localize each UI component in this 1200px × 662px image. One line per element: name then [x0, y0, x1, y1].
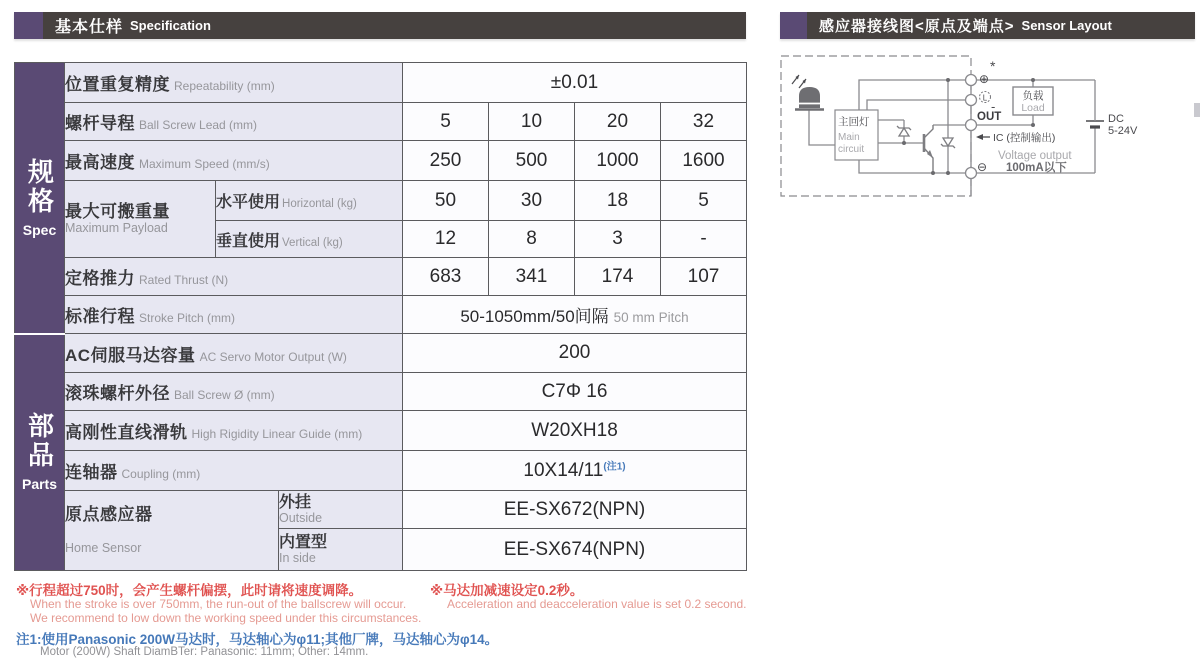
thrust-value-1: 341 — [489, 258, 575, 296]
section-spec-cn: 规格 — [24, 157, 55, 216]
thrust-label: 定格推力 Rated Thrust (N) — [65, 258, 403, 296]
note1-en2: We recommend to low down the working speed under this circumstances. — [30, 611, 422, 625]
main-circuit-cn: 主回灯 — [838, 116, 870, 128]
note1-en1: When the stroke is over 750mm, the run-out of the ballscrew will occur. — [30, 597, 407, 611]
home-sensor-inside-value: EE-SX674(NPN) — [403, 529, 747, 571]
payload-v-value-2: 3 — [575, 221, 661, 258]
sensor-header-title-cn: 感应器接线图<原点及端点> — [819, 18, 1015, 35]
note3-cn: 注1:使用Panasonic 200W马达时，马达轴心为φ11;其他厂牌，马达轴心为φ14。 — [16, 632, 499, 647]
battery-icon — [1086, 120, 1104, 127]
section-parts-en: Parts — [21, 476, 58, 493]
guide-label: 高刚性直线滑轨 High Rigidity Linear Guide (mm) — [65, 411, 403, 451]
zener-diode-icons — [897, 126, 955, 148]
sensor-section-header — [780, 12, 1195, 39]
voltage-output-label: Voltage output — [998, 150, 1072, 162]
coupling-label: 连轴器 Coupling (mm) — [65, 451, 403, 491]
payload-vertical-label: 垂直使用 Vertical (kg) — [216, 221, 403, 258]
thrust-value-3: 107 — [661, 258, 747, 296]
row-max-speed — [15, 141, 747, 181]
lead-value-1: 10 — [489, 103, 575, 141]
out-terminal-label: OUT — [977, 111, 1002, 123]
thrust-value-2: 174 — [575, 258, 661, 296]
row-ball-screw-lead — [15, 103, 747, 141]
payload-v-value-0: 12 — [403, 221, 489, 258]
led-indicator-icon — [792, 75, 824, 110]
row-home-sensor-outside — [15, 491, 747, 529]
transistor-icon — [924, 125, 933, 173]
section-spec — [15, 63, 65, 334]
home-sensor-outside-value: EE-SX672(NPN) — [403, 491, 747, 529]
purple-accent-square — [780, 12, 807, 39]
spec-header-strip — [43, 12, 746, 39]
lead-value-2: 20 — [575, 103, 661, 141]
minus-terminal-label: ⊖ — [977, 160, 988, 174]
speed-label: 最高速度 Maximum Speed (mm/s) — [65, 141, 403, 181]
lead-label: 螺杆导程 Ball Screw Lead (mm) — [65, 103, 403, 141]
dc-label: DC — [1108, 113, 1124, 125]
section-parts-cn: 部品 — [24, 412, 55, 471]
row-rated-thrust — [15, 258, 747, 296]
row-coupling — [15, 451, 747, 491]
thrust-value-0: 683 — [403, 258, 489, 296]
repeatability-value: ±0.01 — [403, 63, 747, 103]
payload-h-value-3: 5 — [661, 181, 747, 221]
main-circuit-box — [835, 110, 878, 160]
section-spec-en: Spec — [22, 221, 57, 238]
spec-section-header — [14, 12, 746, 39]
home-sensor-label: 原点感应器 Home Sensor — [65, 491, 279, 571]
load-en: Load — [1021, 102, 1045, 114]
row-ball-screw-od — [15, 373, 747, 411]
load-box — [1013, 87, 1053, 115]
ic-label: IC (控制输出) — [993, 132, 1056, 144]
note2-cn: ※马达加减速设定0.2秒。 — [430, 583, 584, 598]
payload-h-value-0: 50 — [403, 181, 489, 221]
cropped-edge-fragment — [1194, 103, 1200, 117]
spec-header-title-cn: 基本仕样 — [55, 19, 124, 36]
current-limit-label: 100mA以下 — [1006, 162, 1067, 174]
plus-terminal-label: ⊕ — [979, 72, 990, 86]
stroke-label: 标准行程 Stroke Pitch (mm) — [65, 296, 403, 334]
payload-h-value-2: 18 — [575, 181, 661, 221]
dc-range-label: 5-24V — [1108, 125, 1138, 137]
sensor-header-title-en: Sensor Layout — [1021, 18, 1112, 33]
home-sensor-inside-label: 内置型 In side — [279, 529, 403, 571]
load-cn: 负载 — [1022, 90, 1044, 102]
note1-cn: ※行程超过750时，会产生螺杆偏摆，此时请将速度调降。 — [16, 583, 363, 598]
note3-en: Motor (200W) Shaft DiamBTer: Panasonic: 11mm; Other: 14mm. — [40, 646, 369, 658]
note2-en: Acceleration and deacceleration value is set 0.2 second. — [447, 597, 747, 611]
speed-value-1: 500 — [489, 141, 575, 181]
servo-value: 200 — [403, 334, 747, 373]
lead-value-0: 5 — [403, 103, 489, 141]
asterisk-label: * — [990, 58, 996, 74]
sensor-wiring-diagram — [778, 50, 1200, 200]
stroke-value: 50-1050mm/50间隔 50 mm Pitch — [403, 296, 747, 334]
payload-v-value-3: - — [661, 221, 747, 258]
payload-horizontal-label: 水平使用 Horizontal (kg) — [216, 181, 403, 221]
main-circuit-en2: circuit — [838, 144, 865, 155]
purple-accent-square — [14, 12, 43, 39]
payload-label: 最大可搬重量 Maximum Payload — [65, 181, 216, 258]
screw-od-value: C7Φ 16 — [403, 373, 747, 411]
row-linear-guide — [15, 411, 747, 451]
coupling-value: 10X14/11$^{(注1)}$ — [403, 451, 747, 491]
l-minus-label: - — [991, 99, 996, 114]
screw-od-label: 滚珠螺杆外径 Ball Screw Ø (mm) — [65, 373, 403, 411]
main-circuit-en1: Main — [838, 132, 860, 143]
repeatability-label: 位置重复精度 Repeatability (mm) — [65, 63, 403, 103]
row-repeatability — [15, 63, 747, 103]
servo-label: AC伺服马达容量 AC Servo Motor Output (W) — [65, 334, 403, 373]
spec-header-title-en: Specification — [130, 18, 211, 33]
guide-value: W20XH18 — [403, 411, 747, 451]
payload-h-value-1: 30 — [489, 181, 575, 221]
payload-v-value-1: 8 — [489, 221, 575, 258]
light-arrows-icon — [792, 75, 806, 88]
speed-value-3: 1600 — [661, 141, 747, 181]
spec-table — [14, 62, 747, 571]
coupling-note-ref: (注1) — [603, 461, 626, 473]
row-payload-horizontal — [15, 181, 747, 221]
sensor-header-strip — [807, 12, 1195, 39]
row-stroke — [15, 296, 747, 334]
ic-output-annotation — [976, 131, 1055, 144]
home-sensor-outside-label: 外挂 Outside — [279, 491, 403, 529]
speed-value-2: 1000 — [575, 141, 661, 181]
row-servo-output — [15, 334, 747, 373]
section-parts — [15, 334, 65, 571]
speed-value-0: 250 — [403, 141, 489, 181]
lead-value-3: 32 — [661, 103, 747, 141]
l-terminal-label: L — [982, 93, 988, 103]
